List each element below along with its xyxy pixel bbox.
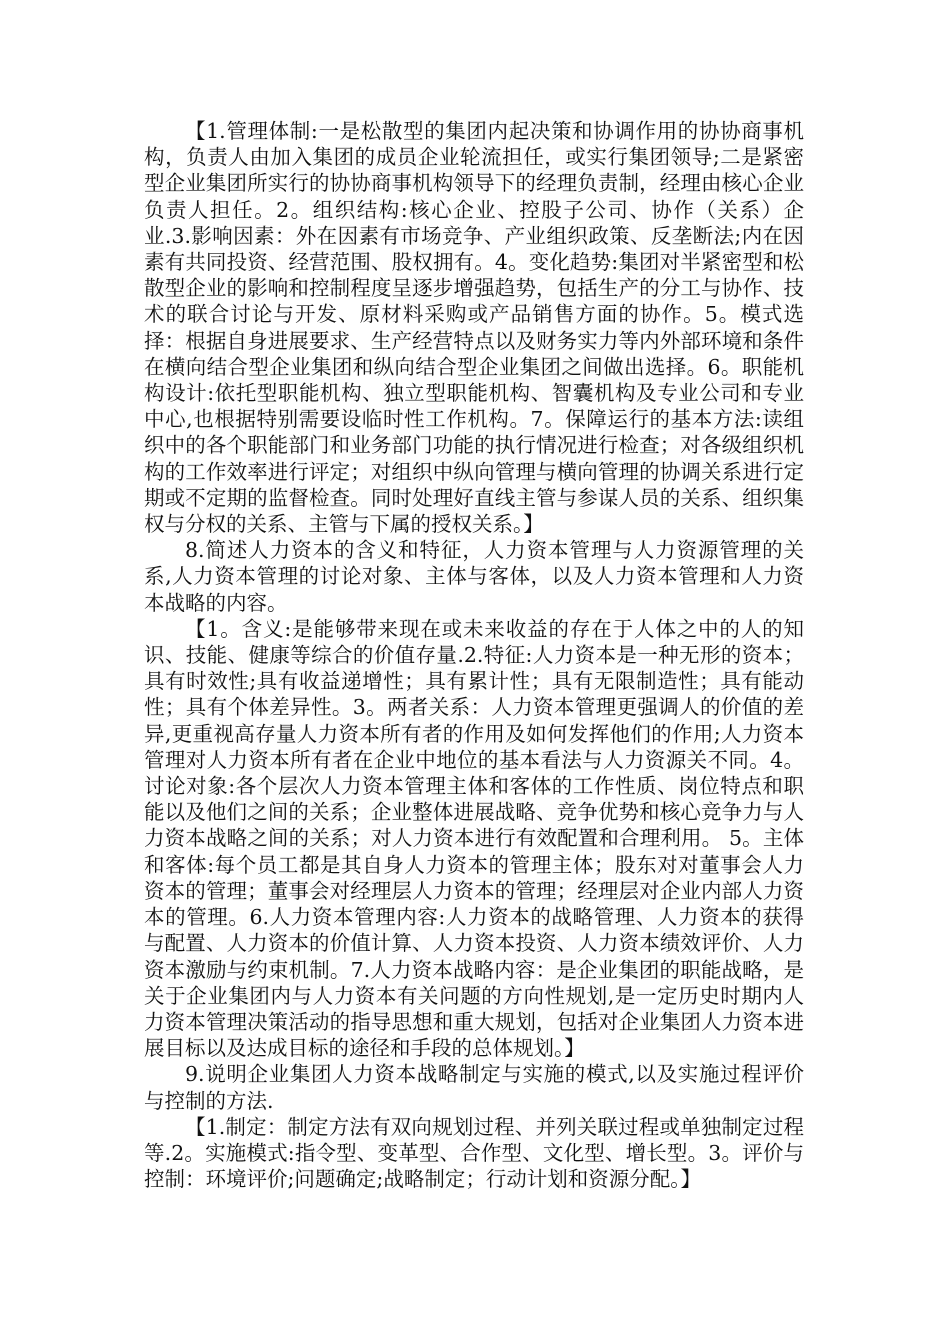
question-9: 9.说明企业集团人力资本战略制定与实施的模式,以及实施过程评价与控制的方法. [144, 1062, 804, 1113]
paragraph-strategy-implementation-answer: 【1.制定：制定方法有双向规划过程、并列关联过程或单独制定过程等.2。实施模式:指令型、变革型、合作型、文化型、增长型。3。评价与控制：环境评价;问题确定;战略制定；行动计划和资源分配。】 [144, 1114, 804, 1192]
paragraph-group-structure-answer: 【1.管理体制:一是松散型的集团内起决策和协调作用的协协商事机构，负责人由加入集团的成员企业轮流担任，或实行集团领导;二是紧密型企业集团所实行的协协商事机构领导下的经理负责制，经理由核心企业负责人担任。2。组织结构:核心企业、控股子公司、协作（关系）企业.3.影响因素：外在因素有市场竞争、产业组织政策、反垄断法;内在因素有共同投资、经营范围、股权拥有。4。变化趋势:集团对半紧密型和松散型企业的影响和控制程度呈逐步增强趋势，包括生产的分工与协作、技术的联合讨论与开发、原材料采购或产品销售方面的协作。5。模式选择：根据自身进展要求、生产经营特点以及财务实力等内外部环境和条件在横向结合型企业集团和纵向结合型企业集团之间做出选择。6。职能机构设计:依托型职能机构、独立型职能机构、智囊机构及专业公司和专业中心,也根据特别需要设临时性工作机构。7。保障运行的基本方法:读组织中的各个职能部门和业务部门功能的执行情况进行检查；对各级组织机构的工作效率进行评定；对组织中纵向管理与横向管理的协调关系进行定期或不定期的监督检查。同时处理好直线主管与参谋人员的关系、组织集权与分权的关系、主管与下属的授权关系。】 [144, 119, 804, 537]
paragraph-human-capital-answer: 【1。含义:是能够带来现在或未来收益的存在于人体之中的人的知识、技能、健康等综合的价值存量.2.特征:人力资本是一种无形的资本；具有时效性;具有收益递增性；具有累计性；具有无限制造性；具有能动性；具有个体差异性。3。两者关系：人力资本管理更强调人的价值的差异,更重视高存量人力资本所有者的作用及如何发挥他们的作用;人力资本管理对人力资本所有者在企业中地位的基本看法与人力资源关不同。4。讨论对象:各个层次人力资本管理主体和客体的工作性质、岗位特点和职能以及他们之间的关系；企业整体进展战略、竞争优势和核心竞争力与人力资本战略之间的关系；对人力资本进行有效配置和合理利用。 5。主体和客体:每个员工都是其自身人力资本的管理主体；股东对对董事会人力资本的管理；董事会对经理层人力资本的管理；经理层对企业内部人力资本的管理。6.人力资本管理内容:人力资本的战略管理、人力资本的获得与配置、人力资本的价值计算、人力资本投资、人力资本绩效评价、人力资本激励与约束机制。7.人力资本战略内容：是企业集团的职能战略，是关于企业集团内与人力资本有关问题的方向性规划,是一定历史时期内人力资本管理决策活动的指导思想和重大规划，包括对企业集团人力资本进展目标以及达成目标的途径和手段的总体规划。】 [144, 616, 804, 1061]
question-8: 8.简述人力资本的含义和特征，人力资本管理与人力资源管理的关系,人力资本管理的讨论对象、主体与客体，以及人力资本管理和人力资本战略的内容。 [144, 538, 804, 615]
document-page [144, 118, 804, 1192]
